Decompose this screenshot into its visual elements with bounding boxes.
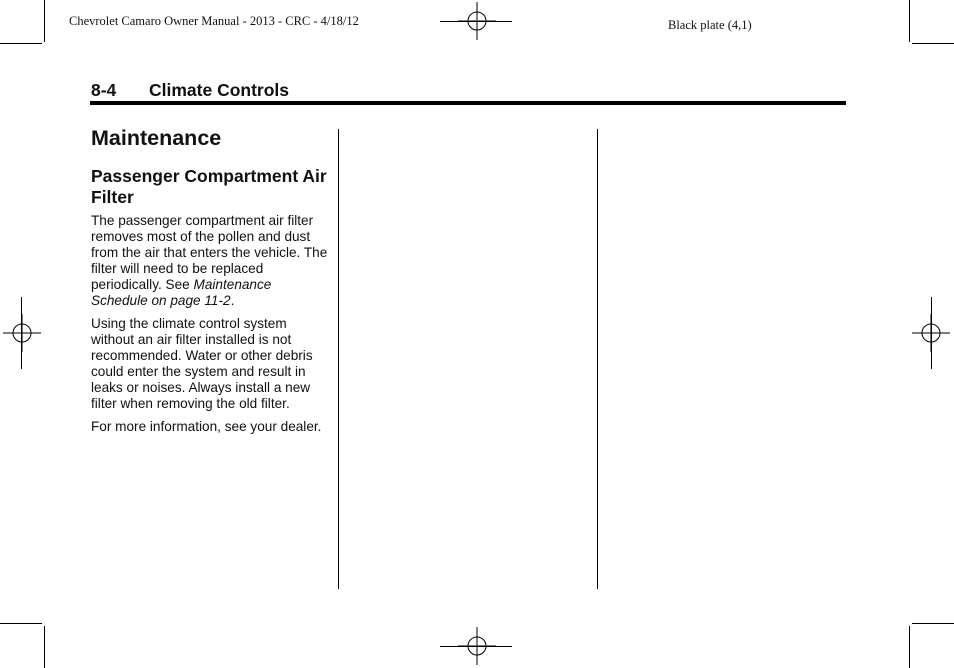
crop-mark xyxy=(0,43,42,44)
crop-mark xyxy=(909,626,910,668)
header-rule xyxy=(90,101,846,105)
page-header xyxy=(91,80,289,101)
paragraph-end: . xyxy=(230,293,235,308)
section-title: Climate Controls xyxy=(149,80,290,100)
registration-line xyxy=(21,297,22,369)
registration-line xyxy=(440,646,512,647)
content-column xyxy=(91,124,331,442)
section-subtitle: Passenger Compartment Air Filter xyxy=(91,166,327,207)
print-slug-left: Chevrolet Camaro Owner Manual - 2013 - CRC - 4/18/12 xyxy=(69,14,359,28)
paragraph: Using the climate control system without an air filter installed is not recommended. Water or other debris could enter the system and result in leaks or noises. Always install a new filter when removing the old filter. xyxy=(91,316,313,411)
registration-line xyxy=(440,21,512,22)
column-divider xyxy=(597,129,598,589)
crop-mark xyxy=(0,623,42,624)
cross-reference-link[interactable]: Maintenance Schedule on page 11-2 xyxy=(91,277,272,308)
column-divider xyxy=(338,129,339,589)
section-number: 8-4 xyxy=(91,80,117,100)
crop-mark xyxy=(44,626,45,668)
paragraph xyxy=(91,213,331,309)
crop-mark xyxy=(909,0,910,42)
paragraph: For more information, see your dealer. xyxy=(91,419,322,434)
crop-mark xyxy=(912,623,954,624)
page-title: Maintenance xyxy=(91,126,222,150)
registration-mark-icon xyxy=(3,314,41,352)
crop-mark xyxy=(912,43,954,44)
print-slug-right: Black plate (4,1) xyxy=(668,18,752,32)
crop-mark xyxy=(44,0,45,42)
paragraph-text: The passenger compartment air filter removes most of the pollen and dust from the air that enters the vehicle. The filter will need to be replaced periodically. See xyxy=(91,213,328,292)
registration-line xyxy=(931,297,932,369)
